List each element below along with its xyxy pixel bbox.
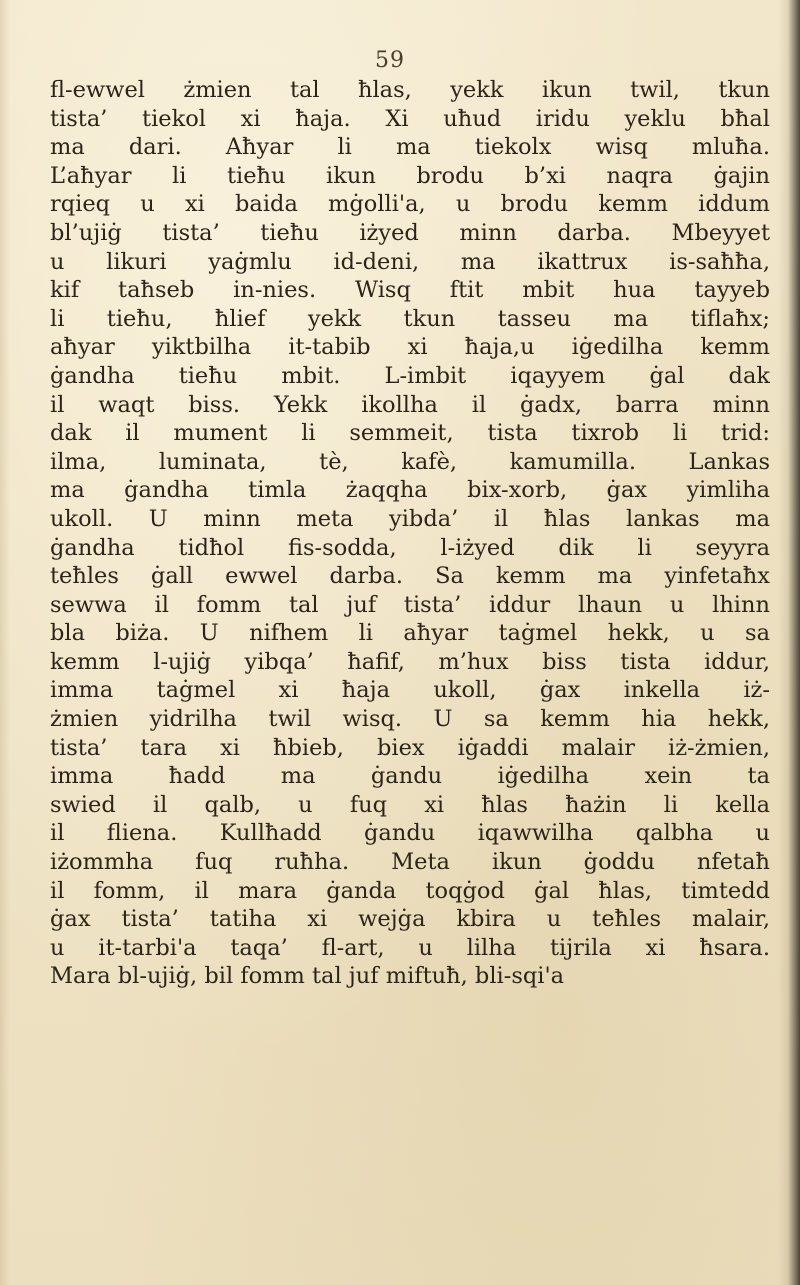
text-line: tista’ tara xi ħbieb, biex iġaddi malair iż-żmien, <box>50 734 770 761</box>
text-line: sewwa il fomm tal juf tista’ iddur lhaun u lhinn <box>50 591 770 618</box>
text-line: ilma, luminata, tè, kafè, kamumilla. Lankas <box>50 448 770 475</box>
text-line: ġandha tieħu mbit. L-imbit iqayyem ġal dak <box>50 362 770 389</box>
text-line: fl-ewwel żmien tal ħlas, yekk ikun twil, tkun <box>50 77 770 103</box>
text-line: żmien yidrilha twil wisq. U sa kemm hia hekk, <box>50 706 770 733</box>
text-line: teħles ġall ewwel darba. Sa kemm ma yinfetaħx <box>50 563 770 590</box>
text-line: u likuri yaġmlu id-deni, ma ikattrux is-saħħa, <box>50 248 770 275</box>
text-line: kif taħseb in-nies. Wisq ftit mbit hua tayyeb <box>50 277 770 304</box>
text-line: ma ġandha timla żaqqha bix-xorb, ġax yimliha <box>50 477 770 504</box>
text-line: Mara bl-ujiġ, bil fomm tal juf miftuħ, bli-sqi'a <box>50 963 565 990</box>
text-line: ukoll. U minn meta yibda’ il ħlas lankas ma <box>50 505 770 532</box>
text-line: L’aħyar li tieħu ikun brodu b’xi naqra ġajin <box>50 162 770 189</box>
page-binding-shadow <box>778 0 800 1285</box>
text-line: il fliena. Kullħadd ġandu iqawwilha qalbha u <box>50 820 770 847</box>
page-number: 59 <box>375 48 405 73</box>
text-line: ġax tista’ tatiha xi wejġa kbira u teħles malair, <box>50 906 770 933</box>
text-line: aħyar yiktbilha it-tabib xi ħaja,u iġedilha kemm <box>50 334 770 361</box>
text-line: u it-tarbi'a taqa’ fl-art, u lilha tijrila xi ħsara. <box>50 934 770 961</box>
text-line: kemm l-ujiġ yibqa’ ħafif, m’hux biss tista iddur, <box>50 648 770 675</box>
text-line: bla biża. U nifhem li aħyar taġmel hekk, u sa <box>50 620 770 647</box>
text-line: il fomm, il mara ġanda toqġod ġal ħlas, timtedd <box>50 877 770 904</box>
text-line: bl’ujiġ tista’ tieħu iżyed minn darba. Mbeyyet <box>50 219 770 246</box>
text-line: swied il qalb, u fuq xi ħlas ħażin li kella <box>50 791 770 818</box>
page-left-edge <box>0 0 10 1285</box>
text-line: imma taġmel xi ħaja ukoll, ġax inkella iż- <box>50 677 770 704</box>
text-line: dak il mument li semmeit, tista tixrob li trid: <box>50 420 770 447</box>
text-line: iżommha fuq ruħha. Meta ikun ġoddu nfetaħ <box>50 849 770 876</box>
text-line: tista’ tiekol xi ħaja. Xi uħud iridu yeklu bħal <box>50 105 770 132</box>
text-line: li tieħu, ħlief yekk tkun tasseu ma tiflaħx; <box>50 305 770 332</box>
text-line: il waqt biss. Yekk ikollha il ġadx, barra minn <box>50 391 770 418</box>
text-line: ġandha tidħol fis-sodda, l-iżyed dik li seyyra <box>50 534 770 561</box>
body-text <box>50 76 770 991</box>
text-line: rqieq u xi baida mġolli'a, u brodu kemm iddum <box>50 191 770 218</box>
text-line: ma dari. Aħyar li ma tiekolx wisq mluħa. <box>50 134 770 161</box>
text-line: imma ħadd ma ġandu iġedilha xein ta <box>50 763 770 790</box>
